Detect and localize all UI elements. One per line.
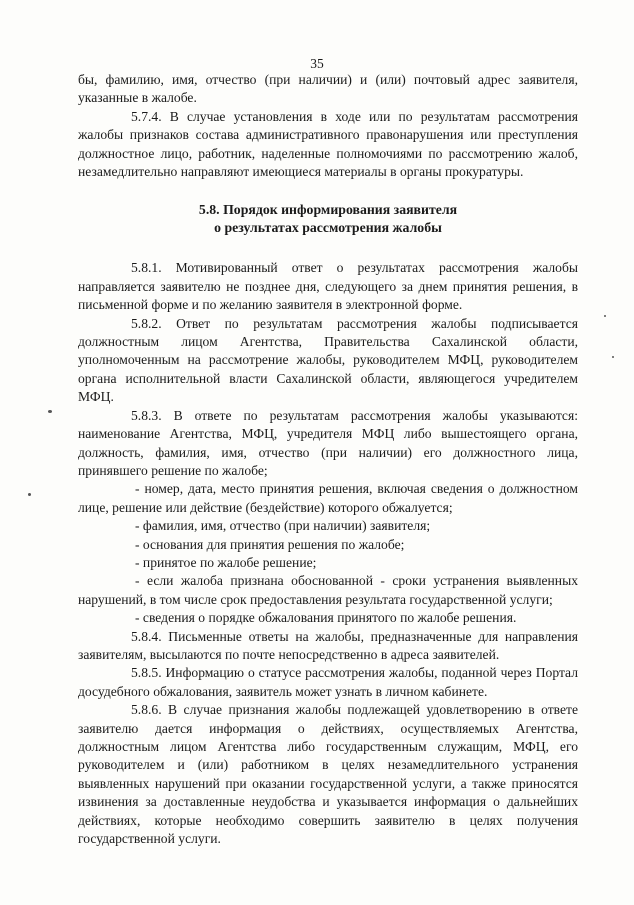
paragraph-continuation: бы, фамилию, имя, отчество (при наличии) и (или) почтовый адрес заявителя, указанные в жалобе. — [78, 72, 578, 106]
scan-speck — [28, 493, 31, 496]
document-body — [78, 71, 578, 848]
paragraph-5-7-4: 5.7.4. В случае установления в ходе или по результатам рассмотрения жалобы признаков состава административного правонарушения или преступления должностное лицо, работник, наделенные полномочиями по рассмотрению жалоб, незамедлительно направляют имеющиеся материалы в органы прокуратуры. — [78, 108, 578, 180]
paragraph-5-8-5: 5.8.5. Информацию о статусе рассмотрения жалобы, поданной через Портал досудебного обжалования, заявитель может узнать в личном кабинете. — [78, 665, 578, 699]
paragraph-5-8-6: 5.8.6. В случае признания жалобы подлежащей удовлетворению в ответе заявителю дается информация о действиях, осуществляемых Агентства, должностным лицом Агентства либо государственным служащим, МФЦ, его руководителем и (или) работником в целях незамедлительного устранения выявленных нарушений при оказании государственной услуги, а также приносятся извинения за доставленные неудобства и указывается информация о дальнейших действиях, которые необходимо совершить заявителю в целях получения государственной услуги. — [78, 702, 578, 847]
paragraph-5-8-3: 5.8.3. В ответе по результатам рассмотрения жалобы указываются: наименование Агентства, МФЦ, учредителя МФЦ либо вышестоящего органа, должность, фамилия, имя, отчество (при наличии) его должностного лица, принявшего решение по жалобе; — [78, 407, 578, 478]
section-heading-line-1: 5.8. Порядок информирования заявителя — [198, 202, 458, 218]
page-number: 35 — [310, 56, 324, 71]
list-item: - если жалоба признана обоснованной - сроки устранения выявленных нарушений, в том числе срок предоставления результата государственной услуги; — [78, 573, 578, 607]
scan-speck — [48, 410, 52, 413]
scan-speck — [612, 356, 614, 358]
section-heading — [78, 201, 578, 237]
scan-speck — [604, 315, 606, 317]
paragraph-5-8-2: 5.8.2. Ответ по результатам рассмотрения жалобы подписывается должностным лицом Агентства, Правительства Сахалинской области, уполномоченным на рассмотрение жалобы, руководителем МФЦ, руководителем органа исполнительной власти Сахалинской области, являющегося учредителем МФЦ. — [78, 315, 578, 405]
list-item: - основания для принятия решения по жалобе; — [135, 536, 405, 552]
list-item: - сведения о порядке обжалования принятого по жалобе решения. — [135, 610, 517, 626]
paragraph-5-8-1: 5.8.1. Мотивированный ответ о результатах рассмотрения жалобы направляется заявителю не позднее дня, следующего за днем принятия решения, в письменной форме и по желанию заявителя в электронной форме. — [78, 260, 578, 313]
section-heading-line-2: о результатах рассмотрения жалобы — [214, 220, 442, 236]
list-item: - фамилия, имя, отчество (при наличии) заявителя; — [135, 518, 431, 534]
list-item: - принятое по жалобе решение; — [135, 554, 317, 570]
list-item: - номер, дата, место принятия решения, включая сведения о должностном лице, решение или действие (бездействие) которого обжалуется; — [78, 481, 578, 515]
paragraph-5-8-4: 5.8.4. Письменные ответы на жалобы, предназначенные для направления заявителям, высылаются по почте непосредственно в адреса заявителей. — [78, 628, 578, 662]
